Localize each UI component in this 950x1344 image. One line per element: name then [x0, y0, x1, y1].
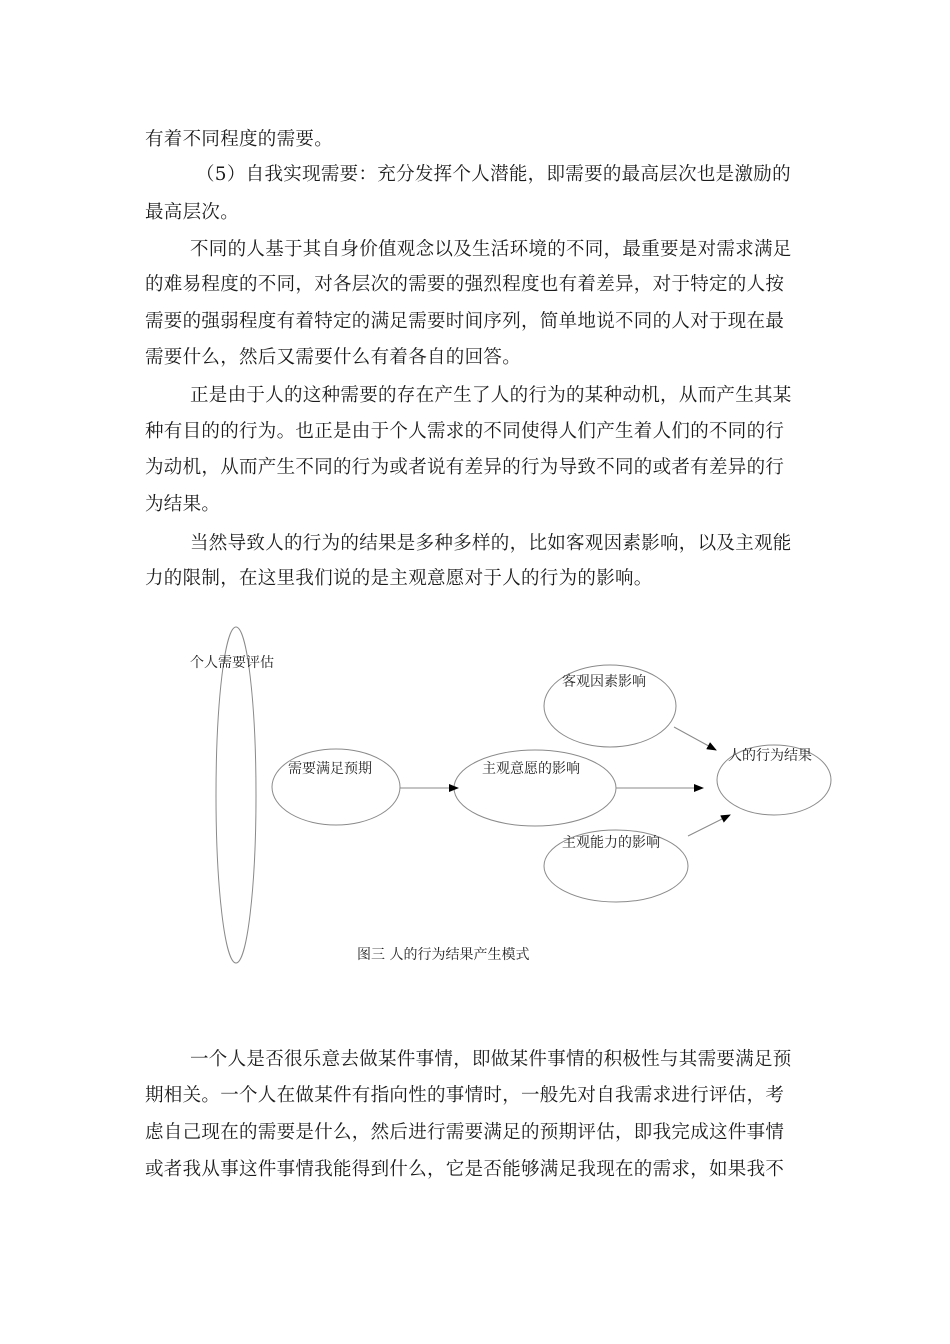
subjective-ability-label: 主观能力的影响 — [562, 835, 660, 851]
text-line: 期相关。一个人在做某件有指向性的事情时，一般先对自我需求进行评估，考 — [145, 1085, 785, 1106]
text-line: 最高层次。 — [145, 202, 240, 223]
text-line: 有着不同程度的需要。 — [145, 129, 334, 150]
behavior-result-label: 人的行为结果 — [728, 748, 812, 764]
text-line: 正是由于人的这种需要的存在产生了人的行为的某种动机，从而产生其某 — [190, 385, 792, 406]
text-line: 不同的人基于其自身价值观念以及生活环境的不同，最重要是对需求满足 — [190, 239, 792, 260]
behavior-result-diagram — [0, 600, 950, 1000]
expectation-label: 需要满足预期 — [288, 761, 372, 777]
subjective-will-label: 主观意愿的影响 — [482, 761, 580, 777]
personal-assessment-ellipse — [216, 627, 256, 963]
text-line: 一个人是否很乐意去做某件事情，即做某件事情的积极性与其需要满足预 — [190, 1049, 792, 1070]
text-line: 需要什么，然后又需要什么有着各自的回答。 — [145, 347, 522, 368]
text-line: 需要的强弱程度有着特定的满足需要时间序列，简单地说不同的人对于现在最 — [145, 311, 785, 332]
personal-assessment-label: 个人需要评估 — [190, 655, 274, 671]
text-line: 种有目的的行为。也正是由于个人需求的不同使得人们产生着人们的不同的行 — [145, 421, 785, 442]
text-line: 的难易程度的不同，对各层次的需要的强烈程度也有着差异，对于特定的人按 — [145, 274, 785, 295]
arrow-ability-to-result — [688, 815, 730, 836]
text-line: 为动机，从而产生不同的行为或者说有差异的行为导致不同的或者有差异的行 — [145, 457, 785, 478]
figure-caption: 图三 人的行为结果产生模式 — [357, 947, 530, 963]
objective-factors-label: 客观因素影响 — [562, 674, 646, 690]
text-line: 为结果。 — [145, 494, 221, 515]
text-line: 或者我从事这件事情我能得到什么，它是否能够满足我现在的需求，如果我不 — [145, 1159, 785, 1180]
text-line: 虑自己现在的需要是什么，然后进行需要满足的预期评估，即我完成这件事情 — [145, 1122, 785, 1143]
text-line: 当然导致人的行为的结果是多种多样的，比如客观因素影响，以及主观能 — [190, 533, 792, 554]
text-line: 力的限制，在这里我们说的是主观意愿对于人的行为的影响。 — [145, 568, 653, 589]
text-line: （5）自我实现需要：充分发挥个人潜能，即需要的最高层次也是激励的 — [196, 164, 791, 185]
arrow-objective-to-result — [674, 727, 716, 750]
